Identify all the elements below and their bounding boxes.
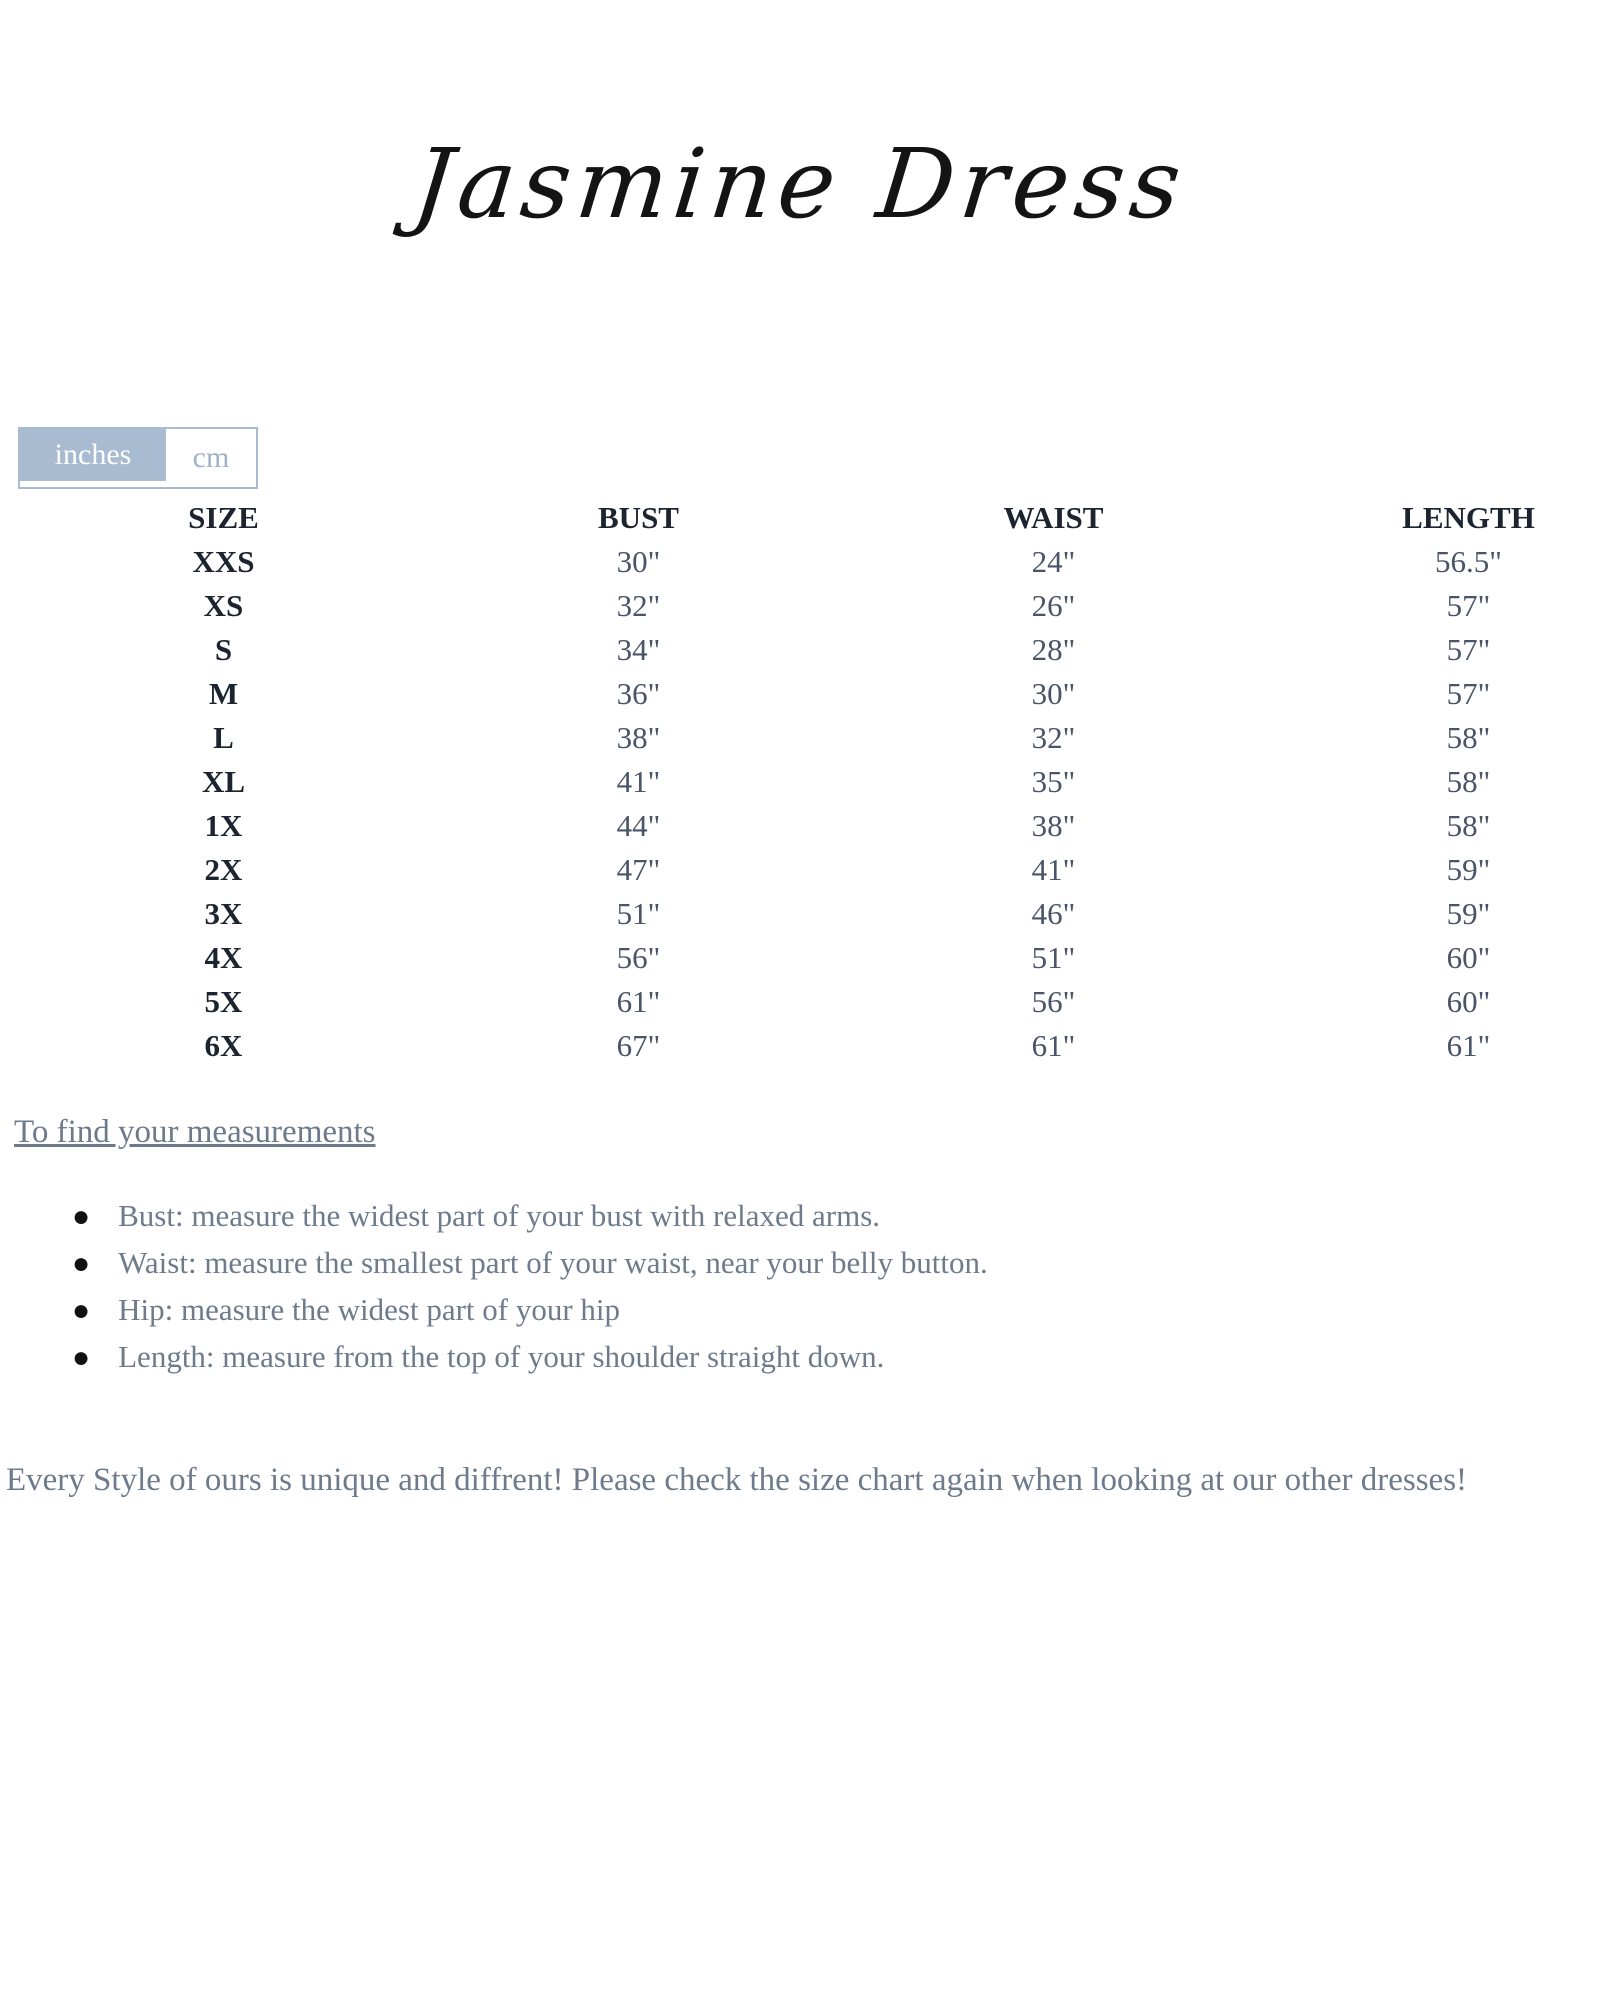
measurement-cell: 59" xyxy=(1446,852,1491,887)
header-row xyxy=(16,496,1600,540)
measurement-cell: 26" xyxy=(1031,588,1076,623)
bullet-icon: ● xyxy=(72,1200,91,1233)
table-row xyxy=(16,628,1600,672)
table-row xyxy=(16,804,1600,848)
list-item-text: Bust: measure the widest part of your bust with relaxed arms. xyxy=(118,1198,881,1233)
size-chart-body xyxy=(16,540,1600,1068)
inches-toggle-button[interactable]: inches xyxy=(20,429,166,481)
size-cell: XL xyxy=(201,764,246,799)
bullet-icon: ● xyxy=(72,1341,91,1374)
list-item-text: Hip: measure the widest part of your hip xyxy=(118,1292,621,1327)
table-row xyxy=(16,672,1600,716)
measurement-cell: 34" xyxy=(616,632,661,667)
measurement-cell: 24" xyxy=(1031,544,1076,579)
size-cell: XS xyxy=(203,588,244,623)
list-item xyxy=(72,1339,988,1386)
measurement-cell: 57" xyxy=(1446,632,1491,667)
bullet-icon: ● xyxy=(72,1247,91,1280)
table-row xyxy=(16,584,1600,628)
measurement-cell: 58" xyxy=(1446,808,1491,843)
measurement-cell: 38" xyxy=(1031,808,1076,843)
column-header-length: LENGTH xyxy=(1402,500,1535,535)
measurement-cell: 61" xyxy=(616,984,661,1019)
list-item-text: Length: measure from the top of your shoulder straight down. xyxy=(118,1339,885,1374)
measurement-cell: 56" xyxy=(1031,984,1076,1019)
list-item xyxy=(72,1292,988,1339)
measurement-instructions-list xyxy=(72,1198,988,1386)
measurement-cell: 28" xyxy=(1031,632,1076,667)
table-row xyxy=(16,936,1600,980)
size-cell: 1X xyxy=(204,808,243,843)
measurement-cell: 32" xyxy=(1031,720,1076,755)
measurement-cell: 58" xyxy=(1446,764,1491,799)
measurement-cell: 36" xyxy=(616,676,661,711)
size-cell: 4X xyxy=(204,940,243,975)
measurement-cell: 41" xyxy=(1031,852,1076,887)
column-header-bust: BUST xyxy=(598,500,679,535)
measurement-cell: 51" xyxy=(1031,940,1076,975)
page-title: Jasmine Dress xyxy=(408,128,1192,240)
measurement-cell: 38" xyxy=(616,720,661,755)
size-cell: M xyxy=(208,676,239,711)
column-header-size: SIZE xyxy=(188,500,259,535)
measurement-cell: 32" xyxy=(616,588,661,623)
size-chart-header xyxy=(16,496,1600,540)
measurement-cell: 44" xyxy=(616,808,661,843)
measurements-link[interactable]: To find your measurements xyxy=(14,1114,376,1150)
measurement-cell: 60" xyxy=(1446,984,1491,1019)
footer-note: Every Style of ours is unique and diffrent! Please check the size chart again when looking at our other dresses! xyxy=(6,1462,1468,1498)
table-row xyxy=(16,1024,1600,1068)
list-item-text: Waist: measure the smallest part of your waist, near your belly button. xyxy=(118,1245,988,1280)
measurement-cell: 56" xyxy=(616,940,661,975)
size-cell: 5X xyxy=(204,984,243,1019)
list-item xyxy=(72,1245,988,1292)
size-cell: 6X xyxy=(204,1028,243,1063)
measurement-cell: 61" xyxy=(1031,1028,1076,1063)
measurement-cell: 60" xyxy=(1446,940,1491,975)
measurement-cell: 59" xyxy=(1446,896,1491,931)
measurement-cell: 46" xyxy=(1031,896,1076,931)
list-item xyxy=(72,1198,988,1245)
unit-toggle xyxy=(18,427,258,489)
table-row xyxy=(16,716,1600,760)
measurement-cell: 30" xyxy=(616,544,661,579)
column-header-waist: WAIST xyxy=(1003,500,1104,535)
measurement-cell: 41" xyxy=(616,764,661,799)
measurement-cell: 51" xyxy=(616,896,661,931)
measurement-cell: 67" xyxy=(616,1028,661,1063)
size-cell: L xyxy=(213,720,234,755)
measurement-cell: 35" xyxy=(1031,764,1076,799)
table-row xyxy=(16,540,1600,584)
measurement-cell: 61" xyxy=(1446,1028,1491,1063)
cm-toggle-button[interactable]: cm xyxy=(192,441,230,474)
table-row xyxy=(16,980,1600,1024)
table-row xyxy=(16,848,1600,892)
size-cell: S xyxy=(214,632,233,667)
table-row xyxy=(16,892,1600,936)
size-cell: XXS xyxy=(192,544,255,579)
table-row xyxy=(16,760,1600,804)
measurement-cell: 58" xyxy=(1446,720,1491,755)
measurement-cell: 57" xyxy=(1446,676,1491,711)
measurement-cell: 47" xyxy=(616,852,661,887)
bullet-icon: ● xyxy=(72,1294,91,1327)
size-cell: 2X xyxy=(204,852,243,887)
measurement-cell: 30" xyxy=(1031,676,1076,711)
size-cell: 3X xyxy=(204,896,243,931)
measurement-cell: 56.5" xyxy=(1435,544,1502,579)
size-chart-table xyxy=(16,496,1600,1068)
measurement-cell: 57" xyxy=(1446,588,1491,623)
